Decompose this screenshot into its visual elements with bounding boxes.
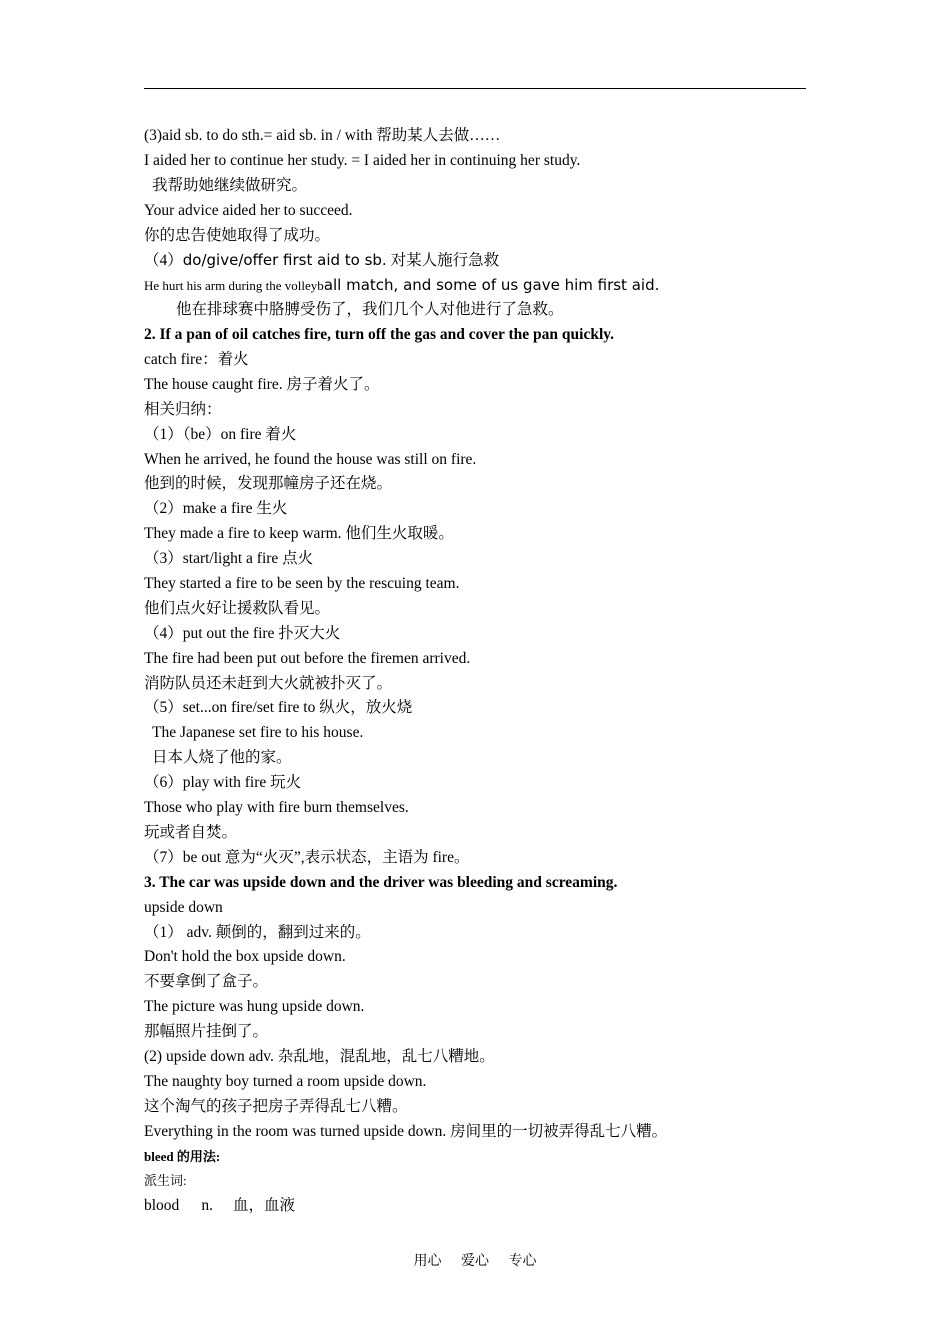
text-span: do/give/offer first aid to sb. bbox=[182, 251, 387, 270]
text-line: (2) upside down adv. 杂乱地，混乱地，乱七八糟地。 bbox=[144, 1047, 495, 1065]
text-line: 消防队员还未赶到大火就被扑灭了。 bbox=[144, 674, 393, 692]
footer-text: 专心 bbox=[508, 1254, 537, 1269]
text-line: （1）（be）on fire 着火 bbox=[144, 425, 297, 443]
text-line: 不要拿倒了盒子。 bbox=[144, 973, 269, 991]
text-line: （4）put out the fire 扑灭大火 bbox=[144, 624, 341, 642]
text-line bbox=[144, 248, 806, 273]
text-line: upside down bbox=[144, 898, 223, 916]
text-line: 他到的时候，发现那幢房子还在烧。 bbox=[144, 475, 393, 493]
text-line: 派生词: bbox=[144, 1173, 187, 1189]
part-of-speech: n. bbox=[201, 1197, 213, 1215]
text-line: 你的忠告使她取得了成功。 bbox=[144, 226, 331, 244]
text-line: 他们点火好让援救队看见。 bbox=[144, 599, 331, 617]
text-line: 日本人烧了他的家。 bbox=[152, 749, 292, 767]
text-line: Those who play with fire burn themselves. bbox=[144, 799, 409, 817]
text-line: They started a fire to be seen by the rescuing team. bbox=[144, 575, 460, 593]
text-span: 对某人施行急救 bbox=[386, 252, 500, 270]
text-line: Don't hold the box upside down. bbox=[144, 948, 346, 966]
page-footer bbox=[0, 1250, 950, 1270]
text-line: The naughty boy turned a room upside down. bbox=[144, 1072, 427, 1090]
text-line: When he arrived, he found the house was still on fire. bbox=[144, 450, 477, 468]
text-line: (3)aid sb. to do sth.= aid sb. in / with 帮助某人去做…… bbox=[144, 127, 501, 144]
section-heading: 2. If a pan of oil catches fire, turn off the gas and cover the pan quickly. bbox=[144, 326, 615, 344]
text-span: He hurt his arm during the volleyb bbox=[144, 278, 324, 294]
text-line: Everything in the room was turned upside down. 房间里的一切被弄得乱七八糟。 bbox=[144, 1122, 668, 1140]
document-body bbox=[144, 124, 806, 1219]
text-line: They made a fire to keep warm. 他们生火取暖。 bbox=[144, 525, 454, 543]
text-line: The fire had been put out before the firemen arrived. bbox=[144, 649, 471, 667]
text-line: 这个淘气的孩子把房子弄得乱七八糟。 bbox=[144, 1097, 408, 1115]
header-rule bbox=[144, 88, 806, 89]
text-line: （1） adv. 颠倒的，翻到过来的。 bbox=[144, 923, 371, 941]
text-line: catch fire：着火 bbox=[144, 351, 249, 369]
footer-text: 用心 bbox=[413, 1254, 442, 1269]
definition: 血，血液 bbox=[232, 1197, 295, 1215]
text-line: （6）play with fire 玩火 bbox=[144, 774, 302, 792]
text-line: 我帮助她继续做研究。 bbox=[152, 176, 308, 194]
text-line: I aided her to continue her study. = I aided her in continuing her study. bbox=[144, 151, 581, 169]
text-line bbox=[144, 1194, 806, 1219]
text-span: all match, and some of us gave him first aid. bbox=[323, 276, 660, 295]
text-line bbox=[144, 273, 806, 298]
text-span: （4） bbox=[144, 252, 183, 270]
text-line: The house caught fire. 房子着火了。 bbox=[144, 375, 380, 393]
footer-text: 爱心 bbox=[461, 1254, 489, 1269]
text-line: （2）make a fire 生火 bbox=[144, 500, 288, 518]
text-line: （5）set...on fire/set fire to 纵火，放火烧 bbox=[144, 699, 413, 717]
subheading: bleed 的用法: bbox=[144, 1148, 221, 1164]
text-line: 那幅照片挂倒了。 bbox=[144, 1023, 269, 1041]
text-line: （3）start/light a fire 点火 bbox=[144, 550, 314, 568]
text-line: 他在排球赛中胳膊受伤了，我们几个人对他进行了急救。 bbox=[176, 301, 564, 319]
text-line: The picture was hung upside down. bbox=[144, 998, 365, 1016]
text-line: 相关归纳： bbox=[144, 400, 222, 418]
text-line: Your advice aided her to succeed. bbox=[144, 201, 353, 219]
word: blood bbox=[144, 1197, 180, 1215]
text-line: （7）be out 意为“火灭”,表示状态，主语为 fire。 bbox=[144, 848, 470, 866]
text-line: The Japanese set fire to his house. bbox=[152, 724, 364, 742]
section-heading: 3. The car was upside down and the driver was bleeding and screaming. bbox=[144, 873, 618, 891]
text-line: 玩或者自焚。 bbox=[144, 823, 238, 841]
